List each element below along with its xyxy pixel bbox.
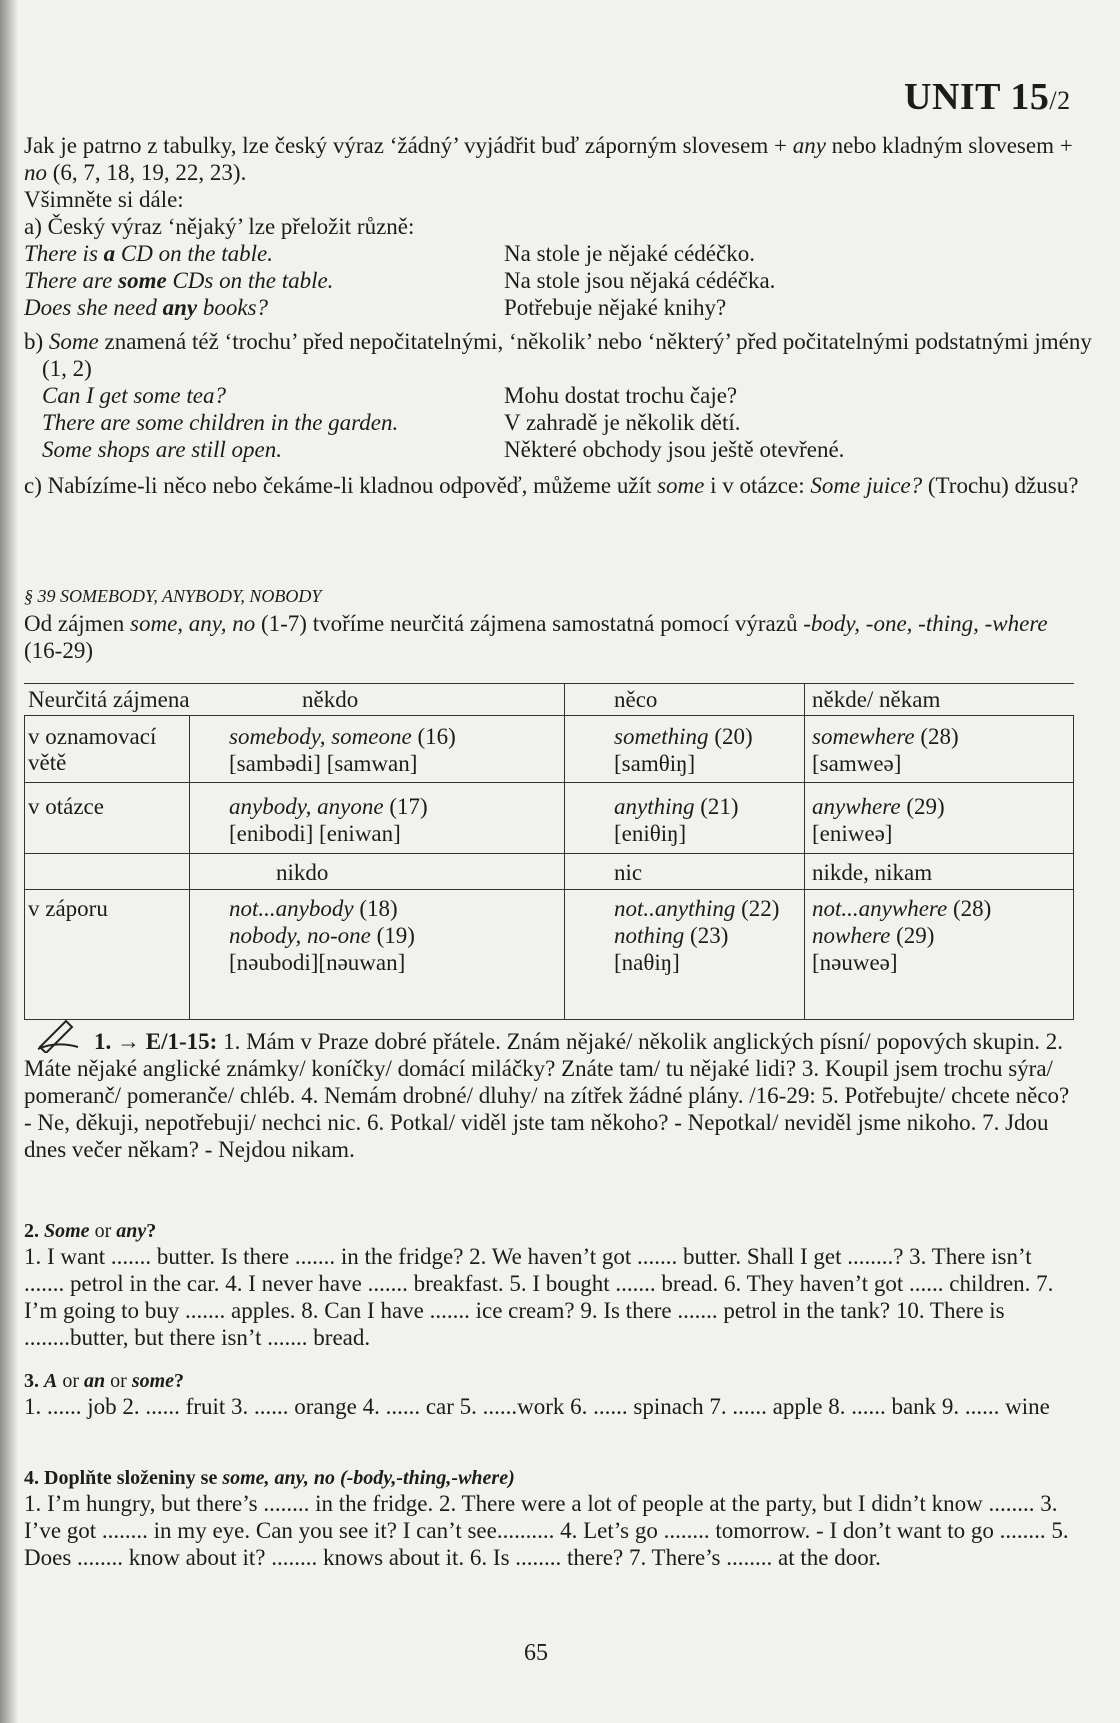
pronoun-word: not..anything	[614, 896, 736, 921]
exercise-title-word: an	[84, 1370, 106, 1392]
pronunciation: [sambədi] [samwan]	[229, 751, 418, 776]
unit-subnumber: /2	[1049, 86, 1071, 115]
table-subheader-cell: nikdo	[276, 860, 329, 885]
pronoun-ref: (29)	[890, 923, 935, 948]
exercise-title-word: A	[44, 1370, 58, 1392]
table-rule	[24, 715, 1074, 716]
word-any: any	[792, 133, 826, 158]
pronunciation: [eniθiŋ]	[614, 821, 687, 846]
example-en-post: CD on the table.	[115, 241, 273, 266]
pronunciation: [samweə]	[812, 751, 902, 776]
intro-text-c: (6, 7, 18, 19, 22, 23).	[47, 160, 247, 185]
exercise-4-text: 1. I’m hungry, but there’s ........ in the fridge. 2. There were a lot of people at the party, but I didn’t know ........ 3. I’ve got ........ in my eye. Can you see it? I can’t see.......... 4. Let’s go ........ tomorrow. - I don’t want to go ........ 5. Does ........ know about it? ........ knows about it. 6. Is ........ there? 7. There’s ........ at the door.	[24, 1491, 1069, 1570]
table-cell	[229, 895, 398, 922]
pronoun-ref: (29)	[900, 794, 945, 819]
table-header-cell: někdo	[302, 687, 359, 712]
p39-text-b: (1-7) tvoříme neurčitá zájmena samostatná pomocí výrazů	[255, 611, 804, 636]
exercise-title-word: or	[105, 1370, 132, 1392]
table-rule	[1073, 715, 1074, 1019]
word-some: Some	[48, 329, 99, 354]
exercise-title-word: 4. Doplňte složeniny se	[24, 1467, 223, 1489]
pronoun-ref: (28)	[914, 724, 959, 749]
table-header-cell: něco	[614, 687, 658, 712]
example-en-pre: There are	[24, 268, 119, 293]
example-row	[24, 409, 1074, 436]
table-cell	[614, 895, 779, 922]
paragraph-39-heading	[24, 583, 321, 610]
pronoun-ref: (21)	[694, 794, 739, 819]
table-subheader-cell: nikde, nikam	[812, 860, 933, 885]
pronunciation: [nəuweə]	[812, 950, 898, 975]
table-rule	[24, 782, 1074, 783]
pronoun-word: anybody, anyone	[229, 794, 384, 819]
table-cell	[614, 793, 739, 820]
table-header-cell: někde/ někam	[812, 687, 941, 712]
row-label: v oznamovací	[28, 724, 157, 749]
example-en: Some shops are still open.	[42, 437, 282, 462]
pronoun-table	[24, 683, 1074, 1020]
pronoun-word: something	[614, 724, 709, 749]
pronoun-word: not...anywhere	[812, 896, 948, 921]
exercise-3-title	[24, 1368, 184, 1395]
intro-paragraph	[24, 132, 1074, 186]
pronunciation: [eniweə]	[812, 821, 893, 846]
note-line: Všimněte si dále:	[24, 187, 184, 212]
p39-suffixes: -body, -one, -thing, -where	[803, 611, 1048, 636]
pronoun-ref: (17)	[383, 794, 428, 819]
intro-text-a: Jak je patrno z tabulky, lze český výraz ‘žádný’ vyjádřit buď záporným slovesem +	[24, 133, 793, 158]
table-rule	[24, 853, 1074, 854]
example-en-bold: any	[162, 295, 198, 320]
example-en: There are some children in the garden.	[42, 410, 399, 435]
section-b-body: znamená též ‘trochu’ před nepočitatelnými, ‘několik’ nebo ‘některý’ před počitatelnými podstatnými jmény (1, 2)	[42, 329, 1092, 381]
pronunciation: [samθiŋ]	[614, 751, 696, 776]
table-cell	[812, 922, 934, 949]
pronoun-word: nothing	[614, 923, 685, 948]
exercise-1	[24, 1028, 1074, 1163]
example-cz: Mohu dostat trochu čaje?	[504, 383, 738, 408]
table-cell	[812, 723, 959, 750]
table-rule	[564, 683, 565, 1019]
unit-number: UNIT 15	[904, 76, 1050, 118]
example-cz: Potřebuje nějaké knihy?	[504, 295, 727, 320]
exercise-title-word: or	[57, 1370, 85, 1392]
table-cell	[614, 922, 728, 949]
table-cell	[812, 793, 945, 820]
section-c-post: (Trochu) džusu?	[922, 473, 1079, 498]
exercise-title-word: some	[131, 1370, 175, 1392]
word-no: no	[24, 160, 47, 185]
pronoun-word: not...anybody	[229, 896, 354, 921]
section-b-label: b)	[24, 329, 49, 354]
textbook-page	[24, 0, 1092, 1723]
table-rule	[189, 715, 190, 1019]
p39-text-c: (16-29)	[24, 638, 93, 663]
table-rule	[24, 1019, 1074, 1020]
example-cz: Na stole je nějaké cédéčko.	[504, 241, 755, 266]
exercise-4-title	[24, 1465, 515, 1492]
section-c-example: Some juice?	[810, 473, 923, 498]
pronoun-word: nobody, no-one	[229, 923, 371, 948]
example-en-bold: some	[118, 268, 167, 293]
table-rule	[24, 715, 25, 1019]
pronoun-ref: (28)	[947, 896, 992, 921]
section-c-pre: c) Nabízíme-li něco nebo čekáme-li kladnou odpověď, můžeme užít	[24, 473, 658, 498]
example-en-pre: There is	[24, 241, 104, 266]
pronoun-word: somewhere	[812, 724, 915, 749]
word-some: some	[657, 473, 705, 498]
example-en: Can I get some tea?	[42, 383, 226, 408]
p39-words: some, any, no	[130, 611, 256, 636]
pronoun-word: somebody, someone	[229, 724, 412, 749]
example-row	[24, 240, 1074, 267]
table-header-cell: Neurčitá zájmena	[28, 687, 190, 712]
table-rule	[24, 683, 1074, 684]
exercise-number: 2.	[24, 1220, 44, 1242]
section-b-text	[24, 328, 1092, 382]
example-row	[24, 382, 1074, 409]
pronoun-ref: (16)	[411, 724, 456, 749]
section-a-heading: a) Český výraz ‘nějaký’ lze přeložit různě:	[24, 214, 415, 239]
book-spine-shadow	[0, 0, 18, 1723]
example-cz: Některé obchody jsou ještě otevřené.	[504, 437, 845, 462]
row-label: v záporu	[28, 896, 108, 921]
table-rule	[24, 889, 1074, 890]
exercise-3-text: 1. ...... job 2. ...... fruit 3. ...... orange 4. ...... car 5. ......work 6. ...... spinach 7. ...... apple 8. ...... bank 9. ...... wine	[24, 1394, 1050, 1419]
p39-text-a: Od zájmen	[24, 611, 131, 636]
table-rule	[804, 683, 805, 1019]
exercise-1-head: 1. → E/1-15:	[94, 1029, 218, 1054]
exercise-title-word: ?	[146, 1220, 157, 1242]
table-cell	[812, 895, 991, 922]
table-subheader-cell: nic	[614, 860, 643, 885]
example-row	[24, 267, 1074, 294]
example-en-pre: Does she need	[24, 295, 163, 320]
exercise-2-text: 1. I want ....... butter. Is there ....... in the fridge? 2. We haven’t got ....... butter. Shall I get ........? 3. There isn’t ....... petrol in the car. 4. I never have ....... breakfast. 5. I bought ....... bread. 6. They haven’t got ...... children. 7. I’m going to buy ....... apples. 8. Can I have ....... ice cream? 9. Is there ....... petrol in the tank? 10. There is ........butter, but there isn’t ....... bread.	[24, 1244, 1054, 1350]
pronoun-ref: (22)	[735, 896, 780, 921]
exercise-title-word: some, any, no (-body,-thing,-where)	[222, 1467, 515, 1489]
example-row	[24, 294, 1074, 321]
paragraph-number: § 39	[24, 586, 60, 606]
row-label: větě	[28, 750, 67, 775]
example-en-bold: a	[103, 241, 116, 266]
pronoun-ref: (18)	[353, 896, 398, 921]
example-cz: V zahradě je několik dětí.	[504, 410, 741, 435]
example-en	[24, 267, 333, 294]
example-en-post: books?	[197, 295, 269, 320]
intro-text-b: nebo kladným slovesem +	[825, 133, 1073, 158]
pronunciation: [nəubodi][nəuwan]	[229, 950, 406, 975]
pronoun-word: nowhere	[812, 923, 891, 948]
unit-title	[904, 76, 1071, 118]
paragraph-39-text	[24, 610, 1074, 664]
pronoun-word: anywhere	[812, 794, 901, 819]
exercise-title-word: any	[116, 1220, 147, 1242]
table-cell	[229, 793, 428, 820]
pronunciation: [naθiŋ]	[614, 950, 680, 975]
paragraph-title: SOMEBODY, ANYBODY, NOBODY	[60, 586, 322, 606]
example-en	[24, 294, 268, 321]
pronoun-word: anything	[614, 794, 695, 819]
exercise-title-word: Some	[44, 1220, 90, 1242]
exercise-title-word: or	[89, 1220, 117, 1242]
table-cell	[229, 723, 456, 750]
section-c-mid: i v otázce:	[704, 473, 811, 498]
exercise-number: 3.	[24, 1370, 44, 1392]
table-cell	[229, 922, 415, 949]
section-c-text	[24, 472, 1092, 499]
example-cz: Na stole jsou nějaká cédéčka.	[504, 268, 776, 293]
exercise-title-word: ?	[174, 1370, 185, 1392]
example-en	[24, 240, 273, 267]
row-label: v otázce	[28, 794, 104, 819]
exercise-1-text: 1. Mám v Praze dobré přátele. Znám nějaké/ několik anglických písní/ popových skupin. 2. Máte nějaké anglické známky/ koníčky/ domácí miláčky? Znáte tam/ tu nějaké lidi? 3. Koupil jsem trochu sýra/ pomeranč/ pomeranče/ chléb. 4. Nemám drobné/ dluhy/ na zítřek žádné plány. /16-29: 5. Potřebujte/ chcete něco? - Ne, děkuji, nepotřebuji/ nechci nic. 6. Potkal/ viděl jste tam někoho? - Nepotkal/ neviděl jsme nikoho. 7. Jdou dnes večer někam? - Nejdou nikam.	[24, 1029, 1070, 1162]
pronoun-ref: (23)	[684, 923, 729, 948]
example-en-post: CDs on the table.	[166, 268, 334, 293]
table-cell	[614, 723, 753, 750]
page-number: 65	[524, 1640, 548, 1666]
pronunciation: [enibodi] [eniwan]	[229, 821, 401, 846]
pronoun-ref: (20)	[708, 724, 753, 749]
pronoun-ref: (19)	[370, 923, 415, 948]
exercise-2-title	[24, 1218, 156, 1245]
example-row	[24, 436, 1074, 463]
